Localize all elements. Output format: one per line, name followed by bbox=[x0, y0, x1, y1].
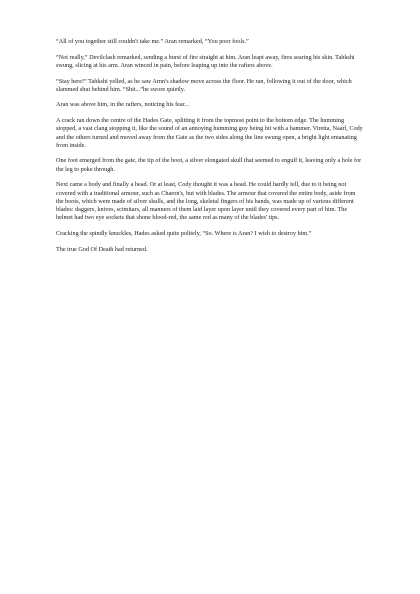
paragraph: “Stay here!” Tahkshi yelled, as he saw Arnn's shadow move across the floor. He ran, following it out of the door, which slammed shut behind him. “Shit...”he swore quietly. bbox=[56, 77, 352, 93]
paragraph: One foot emerged from the gate, the tip of the boot, a silver elongated skull that seemed to engulf it, leaving only a hole for the leg to poke through. bbox=[56, 157, 362, 173]
paragraph: “All of you together still couldn't take me.” Aran remarked, “You poor fools.” bbox=[56, 38, 249, 45]
paragraph: Cracking the spindly knuckles, Hades asked quite politely, “So. Where is Aran? I wish to destroy him.” bbox=[56, 229, 312, 237]
paragraph: A crack ran down the centre of the Hades Gate, splitting it from the topmost point to the bottom edge. The humming stopped, a vast clang stopping it, like the sound of an annoying humming guy being hit with a hammer. Viretta, Naarl, Cody and the others turned and moved away from the Gate as the two sides along the line swung open, a bright light emanating from inside. bbox=[56, 117, 363, 149]
paragraph: The true God Of Death had returned. bbox=[56, 245, 148, 253]
paragraph: “Not really,” Devilclash remarked, sending a burst of fire straight at him. Aran leapt away, fires searing his skin. Tahkshi swung, slicing at his arm. Aran winced in pain, before leaping up into the rafters above. bbox=[56, 53, 355, 69]
paragraph: Next came a body and finally a head. Or at least, Cody thought it was a head. He could hardly tell, due to it being not covered with a traditional armour, such as Charon's, but with blades. The armour that covered the entire body, aside from the boots, which were made of silver skulls, and the long, skeletal fingers of his hands, was made up of various different blades: daggers, knives, scimitars, all manners of them laid layer upon layer until they covered every part of him. The helmet had two eye sockets that shone blood-red, the same red as many of the blades' tips. bbox=[56, 181, 356, 222]
paragraph: Aran was above him, in the rafters, noticing his fear... bbox=[56, 101, 189, 109]
